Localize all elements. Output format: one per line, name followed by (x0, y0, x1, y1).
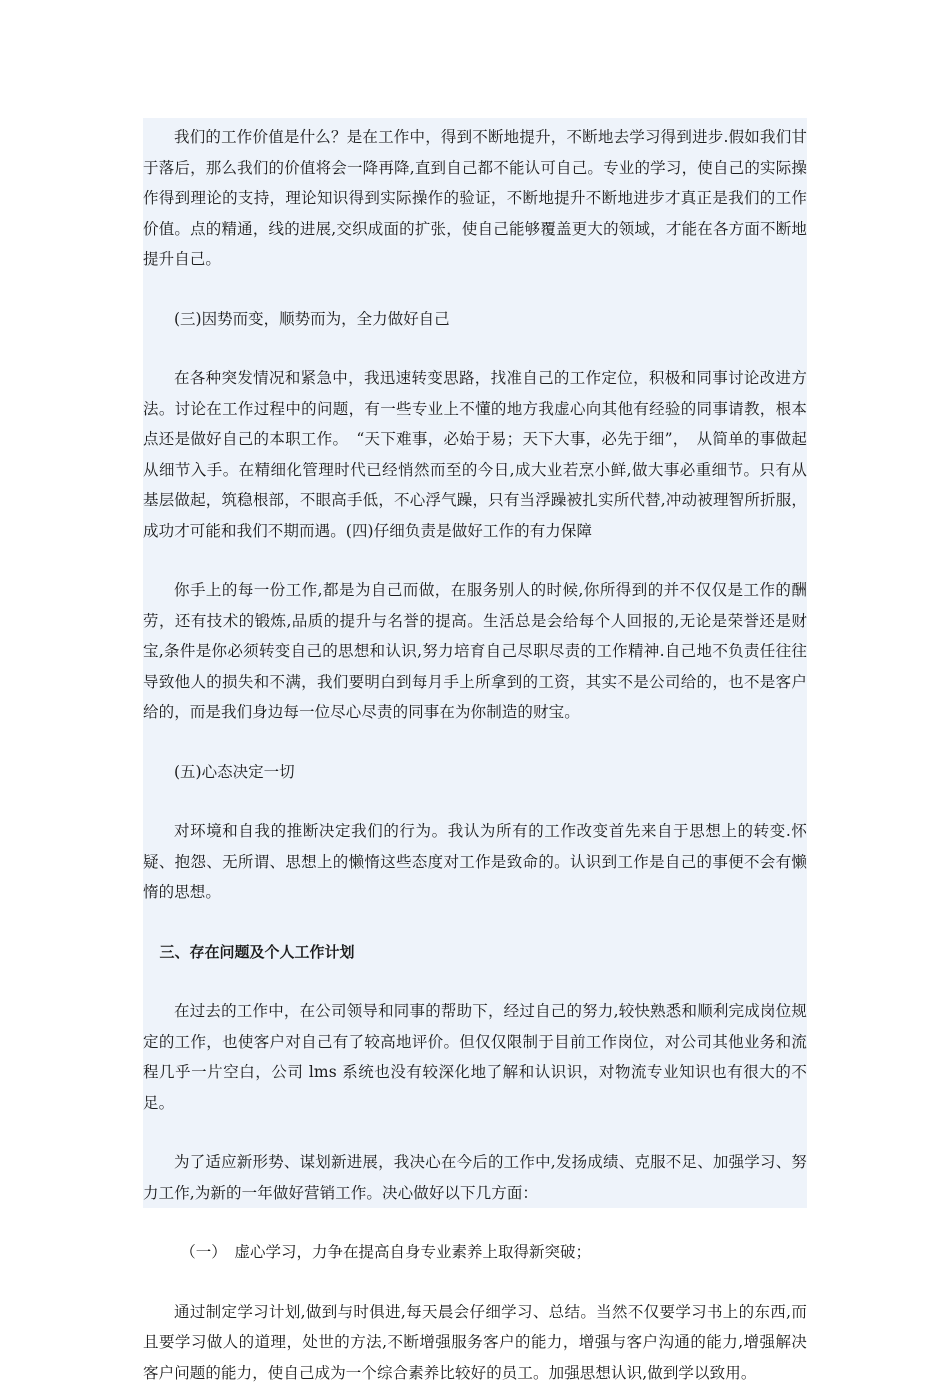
subheading-attitude: (五)心态决定一切 (143, 757, 807, 788)
paragraph-work-value: 我们的工作价值是什么？是在工作中，得到不断地提升，不断地去学习得到进步.假如我们甘于落后，那么我们的价值将会一降再降,直到自己都不能认可自己。专业的学习，使自己的实际操作得到理论的支持，理论知识得到实际操作的验证，不断地提升不断地进步才真正是我们的工作价值。点的精通，线的进展,交织成面的扩张，使自己能够覆盖更大的领域，才能在各方面不断地提升自己。 (143, 122, 807, 275)
paragraph-responsibility: 你手上的每一份工作,都是为自己而做，在服务别人的时候,你所得到的并不仅仅是工作的酬劳，还有技术的锻炼,品质的提升与名誉的提高。生活总是会给每个人回报的,无论是荣誉还是财宝,条件是你必须转变自己的思想和认识,努力培育自己尽职尽责的工作精神.自己地不负责任往往导致他人的损失和不满，我们要明白到每月手上所拿到的工资，其实不是公司给的，也不是客户给的，而是我们身边每一位尽心尽责的同事在为你制造的财宝。 (143, 575, 807, 728)
paragraph-emergency-handling: 在各种突发情况和紧急中，我迅速转变思路，找准自己的工作定位，积极和同事讨论改进方法。讨论在工作过程中的问题，有一些专业上不懂的地方我虚心向其他有经验的同事请教，根本点还是做好自己的本职工作。 “天下难事，必始于易；天下大事，必先于细”， 从简单的事做起从细节入手。在精细化管理时代已经悄然而至的今日,成大业若烹小鲜,做大事必重细节。只有从基层做起，筑稳根部，不眼高手低，不心浮气躁，只有当浮躁被扎实所代替,冲动被理智所折服，成功才可能和我们不期而遇。(四)仔细负责是做好工作的有力保障 (143, 363, 807, 546)
paragraph-past-work: 在过去的工作中，在公司领导和同事的帮助下，经过自己的努力,较快熟悉和顺利完成岗位规定的工作，也使客户对自己有了较高地评价。但仅仅限制于目前工作岗位，对公司其他业务和流程几乎一片空白，公司 lms 系统也没有较深化地了解和认识识，对物流专业知识也有很大的不足。 (143, 996, 807, 1118)
document-body (143, 122, 807, 1388)
subheading-learning: （一） 虚心学习，力争在提高自身专业素养上取得新突破； (143, 1237, 807, 1268)
paragraph-learning-plan: 通过制定学习计划,做到与时俱进,每天晨会仔细学习、总结。当然不仅要学习书上的东西,而且要学习做人的道理，处世的方法,不断增强服务客户的能力，增强与客户沟通的能力,增强解决客户问题的能力，使自己成为一个综合素养比较好的员工。加强思想认识,做到学以致用。 (143, 1297, 807, 1388)
paragraph-attitude: 对环境和自我的推断决定我们的行为。我认为所有的工作改变首先来自于思想上的转变.怀疑、抱怨、无所谓、思想上的懒惰这些态度对工作是致命的。认识到工作是自己的事便不会有懒惰的思想。 (143, 816, 807, 908)
paragraph-new-goals: 为了适应新形势、谋划新进展，我决心在今后的工作中,发扬成绩、克服不足、加强学习、努力工作,为新的一年做好营销工作。决心做好以下几方面： (143, 1147, 807, 1208)
subheading-adapt-to-situation: (三)因势而变，顺势而为，全力做好自己 (143, 304, 807, 335)
section-heading-problems-and-plan: 三、存在问题及个人工作计划 (143, 937, 807, 968)
